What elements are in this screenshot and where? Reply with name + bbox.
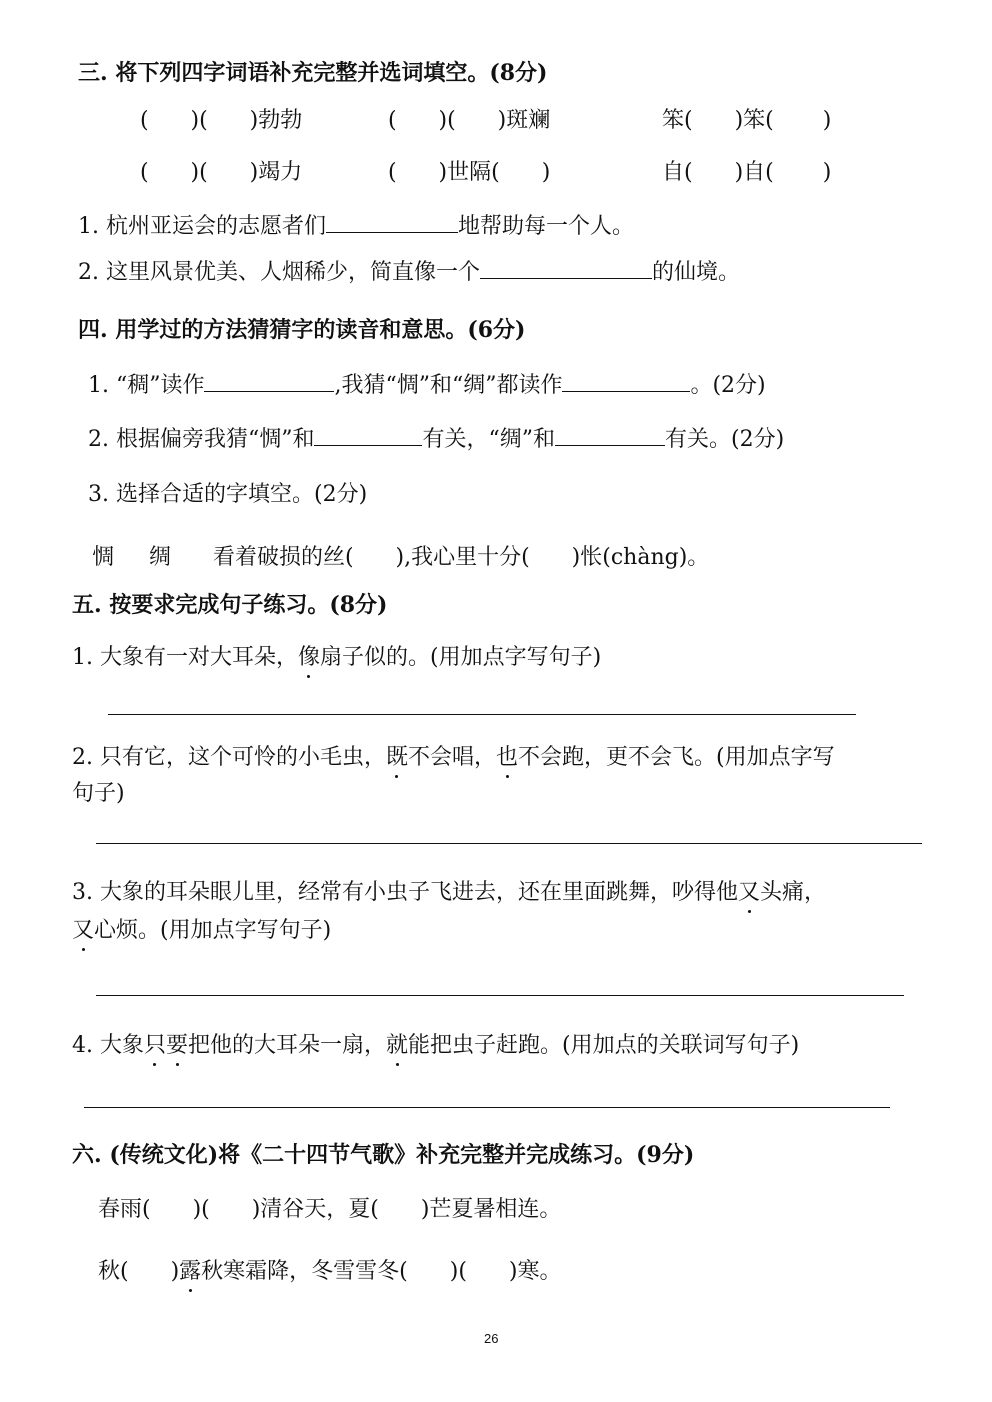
section-5-title: 五. 按要求完成句子练习。(8分) xyxy=(72,592,388,618)
s5-q4-answer-line[interactable] xyxy=(84,1107,890,1108)
section-3-title: 三. 将下列四字词语补充完整并选词填空。(8分) xyxy=(78,60,548,86)
s3-row1-b: ( )( )斑斓 xyxy=(388,108,551,133)
s3-q2: 2. 这里风景优美、人烟稀少，简直像一个 的仙境。 xyxy=(78,260,741,285)
s5-q2-cont: 句子) xyxy=(72,781,125,806)
s5-q1: 1. 大象有一对大耳朵，像扇子似的。(用加点字写句子) xyxy=(72,640,601,671)
section-4-title: 四. 用学过的方法猜猜字的读音和意思。(6分) xyxy=(78,317,526,343)
s3-row2-a: ( )( )竭力 xyxy=(140,160,303,185)
s4-q2-blank-1[interactable] xyxy=(314,425,422,446)
s4-q2: 2. 根据偏旁我猜“惆”和 有关，“绸”和 有关。(2分) xyxy=(88,427,785,452)
s5-q2-answer-line[interactable] xyxy=(96,843,922,844)
s3-q2-blank[interactable] xyxy=(480,258,652,279)
s5-q3: 3. 大象的耳朵眼儿里，经常有小虫子飞进去，还在里面跳舞，吵得他又头痛， xyxy=(72,875,826,906)
s5-q2: 2. 只有它，这个可怜的小毛虫，既不会唱，也不会跑，更不会飞。(用加点字写 xyxy=(72,740,835,771)
page-number: 26 xyxy=(484,1331,499,1346)
s3-row2-c: 自( )自( ) xyxy=(662,160,832,185)
s6-line-1: 春雨( )( )清谷天，夏( )芒夏暑相连。 xyxy=(98,1197,562,1222)
s3-q1-blank[interactable] xyxy=(326,212,458,233)
s3-row1-c: 笨( )笨( ) xyxy=(662,108,832,133)
s4-option-2: 绸 xyxy=(148,545,171,570)
s5-q3-answer-line[interactable] xyxy=(96,995,904,996)
s5-q3-cont: 又心烦。(用加点字写句子) xyxy=(72,913,331,944)
s3-row2-b: ( )世隔( ) xyxy=(388,160,551,185)
s4-q1-blank-2[interactable] xyxy=(562,371,690,392)
s4-q3: 3. 选择合适的字填空。(2分) xyxy=(88,482,368,507)
section-6-title: 六. (传统文化)将《二十四节气歌》补充完整并完成练习。(9分) xyxy=(72,1142,695,1168)
s4-q1-blank-1[interactable] xyxy=(204,371,334,392)
s3-q1: 1. 杭州亚运会的志愿者们 地帮助每一个人。 xyxy=(78,214,634,239)
s4-option-1: 惆 xyxy=(92,545,115,570)
s4-q1: 1. “稠”读作 ,我猜“惆”和“绸”都读作 。(2分) xyxy=(88,373,766,398)
s3-row1-a: ( )( )勃勃 xyxy=(140,108,303,133)
s5-q4: 4. 大象只要把他的大耳朵一扇，就能把虫子赶跑。(用加点的关联词写句子) xyxy=(72,1028,799,1059)
s4-q2-blank-2[interactable] xyxy=(555,425,665,446)
s6-line-2: 秋( )露秋寒霜降，冬雪雪冬( )( )寒。 xyxy=(98,1254,561,1285)
s5-q1-answer-line[interactable] xyxy=(108,714,856,715)
s4-q3-line: 惆 绸 看着破损的丝( ),我心里十分( )怅(chàng)。 xyxy=(92,545,710,570)
